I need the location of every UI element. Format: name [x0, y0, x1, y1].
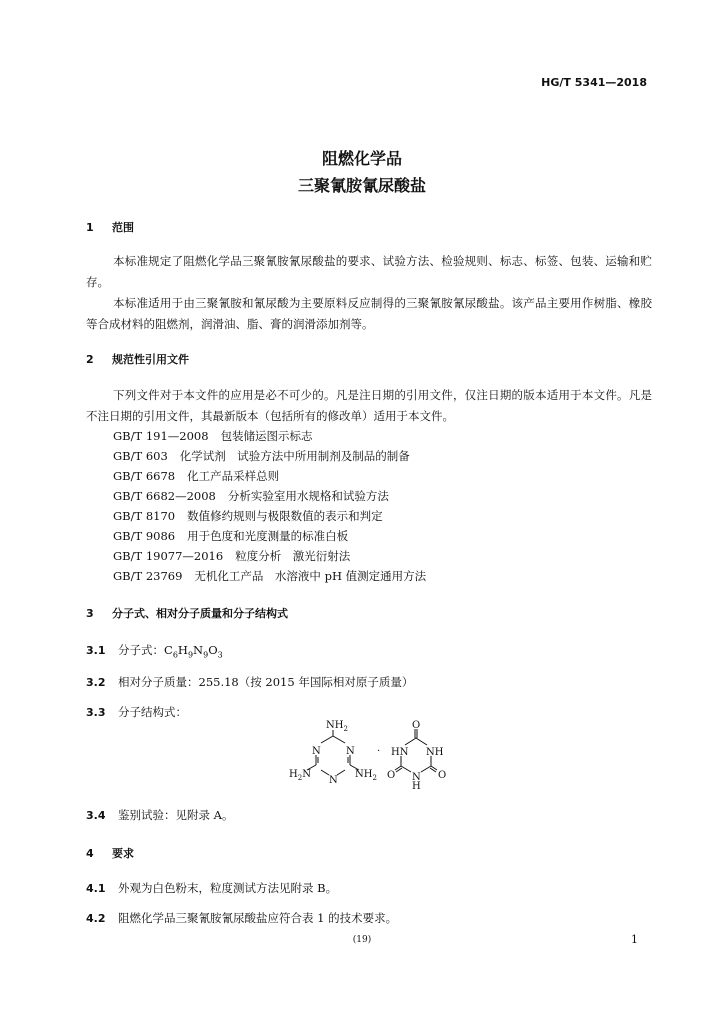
melamine-left-amine: $H_2N$ [289, 769, 311, 782]
salt-dot: · [377, 746, 381, 757]
formula-subscript: 6 [172, 650, 178, 660]
normative-references-list [113, 426, 426, 586]
clause-4-2 [86, 910, 397, 926]
section-title: 规范性引用文件 [112, 353, 189, 366]
formula-subscript: 3 [217, 650, 223, 660]
section-title: 分子式、相对分子质量和分子结构式 [112, 607, 288, 620]
reference-item [113, 526, 426, 546]
structural-formula [285, 720, 465, 790]
section-3-heading [86, 605, 288, 621]
clause-text: 阻燃化学品三聚氰胺氰尿酸盐应符合表 1 的技术要求。 [118, 911, 398, 925]
clause-number: 3.2 [86, 676, 106, 689]
section-title: 要求 [112, 847, 134, 860]
reference-code: GB/T 191—2008 [113, 429, 209, 443]
section-2-heading [86, 351, 189, 367]
clause-label: 分子式： [118, 643, 164, 657]
section-number: 4 [86, 847, 94, 860]
reference-title: 化工产品采样总则 [187, 469, 280, 483]
clause-number: 3.4 [86, 809, 106, 822]
section-number: 1 [86, 221, 94, 234]
clause-4-1 [86, 880, 337, 896]
section-1-heading [86, 219, 134, 235]
formula-subscript: 9 [203, 650, 209, 660]
reference-title: 无机化工产品 水溶液中 pH 值测定通用方法 [194, 569, 427, 583]
clause-text: 外观为白色粉末，粒度测试方法见附录 B。 [118, 881, 338, 895]
page-number: 1 [631, 933, 638, 946]
section-2-paragraph: 下列文件对于本文件的应用是必不可少的。凡是注日期的引用文件，仅注日期的版本适用于本文件。凡是不注日期的引用文件，其最新版本（包括所有的修改单）适用于本文件。 [86, 388, 652, 423]
clause-number: 4.1 [86, 882, 106, 895]
clause-number: 3.3 [86, 706, 106, 719]
clause-text: 鉴别试验：见附录 A。 [118, 808, 234, 822]
reference-title: 包装储运图示标志 [220, 429, 313, 443]
section-number: 3 [86, 607, 94, 620]
section-number: 2 [86, 353, 94, 366]
cyanuric-h-bottom: H [412, 781, 421, 790]
reference-title: 分析实验室用水规格和试验方法 [227, 489, 389, 503]
reference-code: GB/T 603 [113, 449, 168, 463]
clause-3-3 [86, 704, 187, 720]
clause-text: 相对分子质量：255.18（按 2015 年国际相对原子质量） [118, 675, 414, 689]
reference-item [113, 566, 426, 586]
clause-3-4 [86, 807, 233, 823]
formula-element: O [208, 643, 218, 657]
molecular-formula [164, 643, 223, 660]
reference-code: GB/T 6682—2008 [113, 489, 216, 503]
reference-item [113, 466, 426, 486]
melamine-right-amine: $NH_2$ [355, 769, 377, 782]
formula-element: C [164, 643, 173, 657]
cyanuric-n-bottom: N [412, 772, 421, 783]
melamine-n-right: N [346, 746, 355, 757]
reference-item [113, 486, 426, 506]
clause-3-1 [86, 642, 223, 659]
reference-code: GB/T 9086 [113, 529, 176, 543]
clause-number: 4.2 [86, 912, 106, 925]
melamine-top-amine: $NH_2$ [326, 720, 348, 733]
title-line-2: 三聚氰胺氰尿酸盐 [297, 176, 426, 195]
cyanuric-right-oxygen: O [438, 770, 447, 781]
melamine-n-bottom: N [329, 775, 338, 786]
title-line-1: 阻燃化学品 [321, 149, 402, 168]
formula-subscript: 9 [187, 650, 194, 660]
formula-element: N [193, 643, 204, 657]
reference-code: GB/T 19077—2016 [113, 549, 224, 563]
clause-3-2 [86, 674, 413, 690]
cyanuric-left-oxygen: O [387, 770, 396, 781]
reference-code: GB/T 8170 [113, 509, 176, 523]
reference-item [113, 546, 426, 566]
reference-item [113, 506, 426, 526]
clause-number: 3.1 [86, 644, 106, 657]
section-4-heading [86, 845, 134, 861]
reference-item [113, 446, 426, 466]
clause-text: 分子结构式： [118, 705, 187, 719]
melamine-n-left: N [312, 746, 321, 757]
reference-code: GB/T 23769 [113, 569, 183, 583]
section-1-paragraph-2: 本标准适用于由三聚氰胺和氰尿酸为主要原料反应制得的三聚氰胺氰尿酸盐。该产品主要用作树脂、橡胶等合成材料的阻燃剂，润滑油、脂、膏的润滑添加剂等。 [86, 296, 652, 331]
reference-title: 化学试剂 试验方法中所用制剂及制品的制备 [179, 449, 410, 463]
document-code: HG/T 5341—2018 [541, 76, 647, 89]
reference-title: 数值修约规则与极限数值的表示和判定 [187, 509, 383, 523]
reference-title: 用于色度和光度测量的标准白板 [187, 529, 349, 543]
cyanuric-nh-left: HN [391, 747, 409, 758]
reference-code: GB/T 6678 [113, 469, 176, 483]
footer-sequence-number: (19) [352, 935, 372, 945]
section-title: 范围 [112, 221, 134, 234]
cyanuric-top-oxygen: O [412, 720, 421, 731]
cyanuric-nh-right: NH [426, 747, 444, 758]
reference-title: 粒度分析 激光衍射法 [235, 549, 351, 563]
formula-element: H [177, 643, 188, 657]
reference-item [113, 426, 426, 446]
section-1-paragraph-1: 本标准规定了阻燃化学品三聚氰胺氰尿酸盐的要求、试验方法、检验规则、标志、标签、包装、运输和贮存。 [86, 254, 652, 289]
